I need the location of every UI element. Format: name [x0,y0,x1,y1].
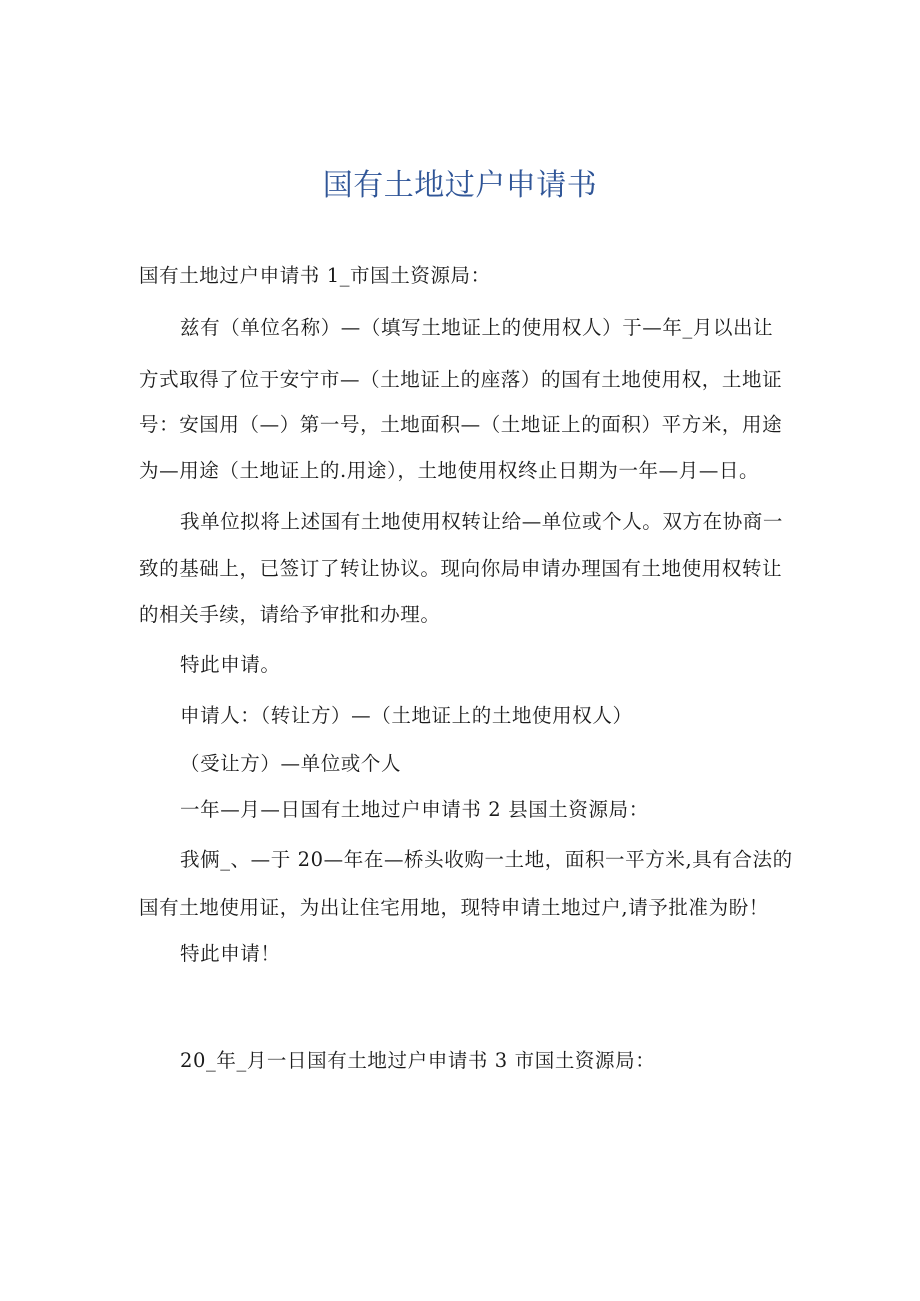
paragraph-line-8: 的相关手续，请给予审批和办理。 [139,603,441,626]
paragraph-line-2: 兹有（单位名称）—（填写土地证上的使用权人）于—年_月以出让 [180,316,774,339]
paragraph-line-11: （受让方）—单位或个人 [180,752,402,775]
paragraph-line-16: 20_年_月一日国有土地过户申请书 3 市国土资源局： [180,1049,656,1072]
paragraph-line-14: 国有土地使用证，为出让住宅用地，现特申请土地过户,请予批准为盼！ [139,896,769,919]
paragraph-line-9: 特此申请。 [180,653,281,676]
document-title: 国有土地过户申请书 [322,168,598,203]
paragraph-line-5: 为—用途（土地证上的.用途），土地使用权终止日期为一年—月—日。 [139,459,760,482]
paragraph-line-4: 号：安国用（—）第一号，土地面积—（土地证上的面积）平方米，用途 [139,413,783,436]
paragraph-line-10: 申请人：（转让方）—（土地证上的土地使用权人） [180,704,633,727]
paragraph-line-7: 致的基础上，已签订了转让协议。现向你局申请办理国有土地使用权转让 [139,557,783,580]
paragraph-line-15: 特此申请！ [180,942,281,965]
paragraph-line-1: 国有土地过户申请书 1_市国土资源局： [139,264,491,287]
paragraph-line-3: 方式取得了位于安宁市—（土地证上的座落）的国有土地使用权，土地证 [139,368,783,391]
paragraph-line-13: 我俩_、—于 20—年在—桥头收购一土地，面积一平方米,具有合法的 [180,848,793,871]
paragraph-line-12: 一年—月—日国有土地过户申请书 2 县国土资源局： [180,798,649,821]
paragraph-line-6: 我单位拟将上述国有土地使用权转让给—单位或个人。双方在协商一 [180,510,784,533]
